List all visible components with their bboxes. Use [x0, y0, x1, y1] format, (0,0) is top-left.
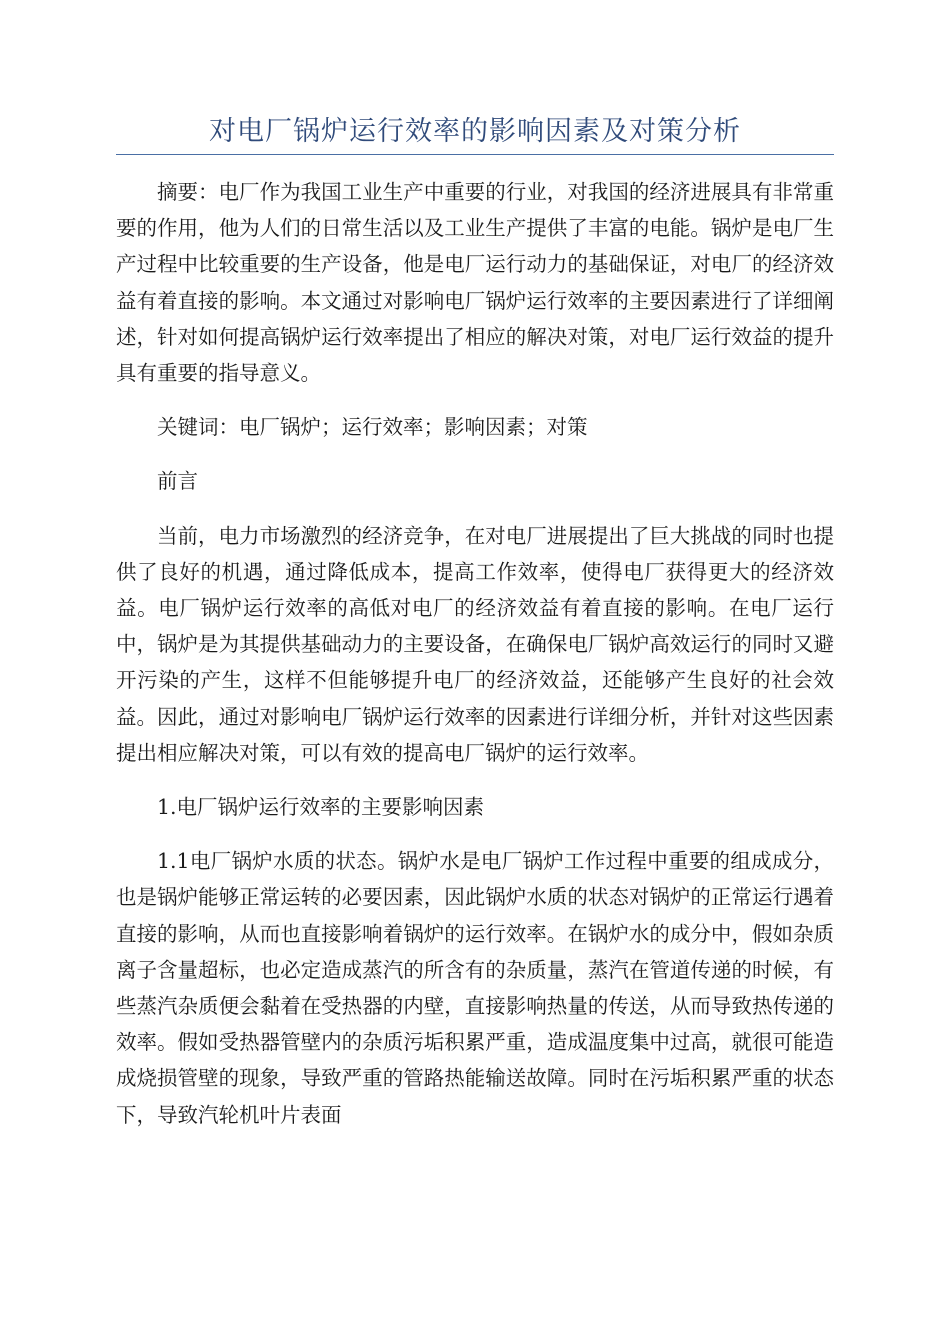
preface-heading: 前言 — [157, 469, 198, 494]
preface-paragraph: 当前，电力市场激烈的经济竞争，在对电厂进展提出了巨大挑战的同时也提供了良好的机遇，通过降低成本，提高工作效率，使得电厂获得更大的经济效益。电厂锅炉运行效率的高低对电厂的经济效益有着直接的影响。在电厂运行中，锅炉是为其提供基础动力的主要设备，在确保电厂锅炉高效运行的同时又避开污染的产生，这样不但能够提升电厂的经济效益，还能够产生良好的社会效益。因此，通过对影响电厂锅炉运行效率的因素进行详细分析，并针对这些因素提出相应解决对策，可以有效的提高电厂锅炉的运行效率。 — [116, 523, 834, 765]
document-body — [116, 174, 834, 1151]
document-title: 对电厂锅炉运行效率的影响因素及对策分析 — [209, 116, 741, 147]
section-1-1-paragraph: 1.1电厂锅炉水质的状态。锅炉水是电厂锅炉工作过程中重要的组成成分，也是锅炉能够正常运转的必要因素，因此锅炉水质的状态对锅炉的正常运行遇着直接的影响，从而也直接影响着锅炉的运行效率。在锅炉水的成分中，假如杂质离子含量超标，也必定造成蒸汽的所含有的杂质量，蒸汽在管道传递的时候，有些蒸汽杂质便会黏着在受热器的内壁，直接影响热量的传送，从而导致热传递的效率。假如受热器管壁内的杂质污垢积累严重，造成温度集中过高，就很可能造成烧损管壁的现象，导致严重的管路热能输送故障。同时在污垢积累严重的状态下，导致汽轮机叶片表面 — [116, 849, 834, 1127]
abstract-paragraph: 摘要：电厂作为我国工业生产中重要的行业，对我国的经济进展具有非常重要的作用，他为人们的日常生活以及工业生产提供了丰富的电能。锅炉是电厂生产过程中比较重要的生产设备，他是电厂运行动力的基础保证，对电厂的经济效益有着直接的影响。本文通过对影响电厂锅炉运行效率的主要因素进行了详细阐述，针对如何提高锅炉运行效率提出了相应的解决对策，对电厂运行效益的提升具有重要的指导意义。 — [116, 180, 834, 386]
section-1-heading: 1.电厂锅炉运行效率的主要影响因素 — [157, 795, 485, 820]
keywords-paragraph: 关键词：电厂锅炉；运行效率；影响因素；对策 — [157, 415, 588, 440]
title-underline — [116, 154, 834, 155]
